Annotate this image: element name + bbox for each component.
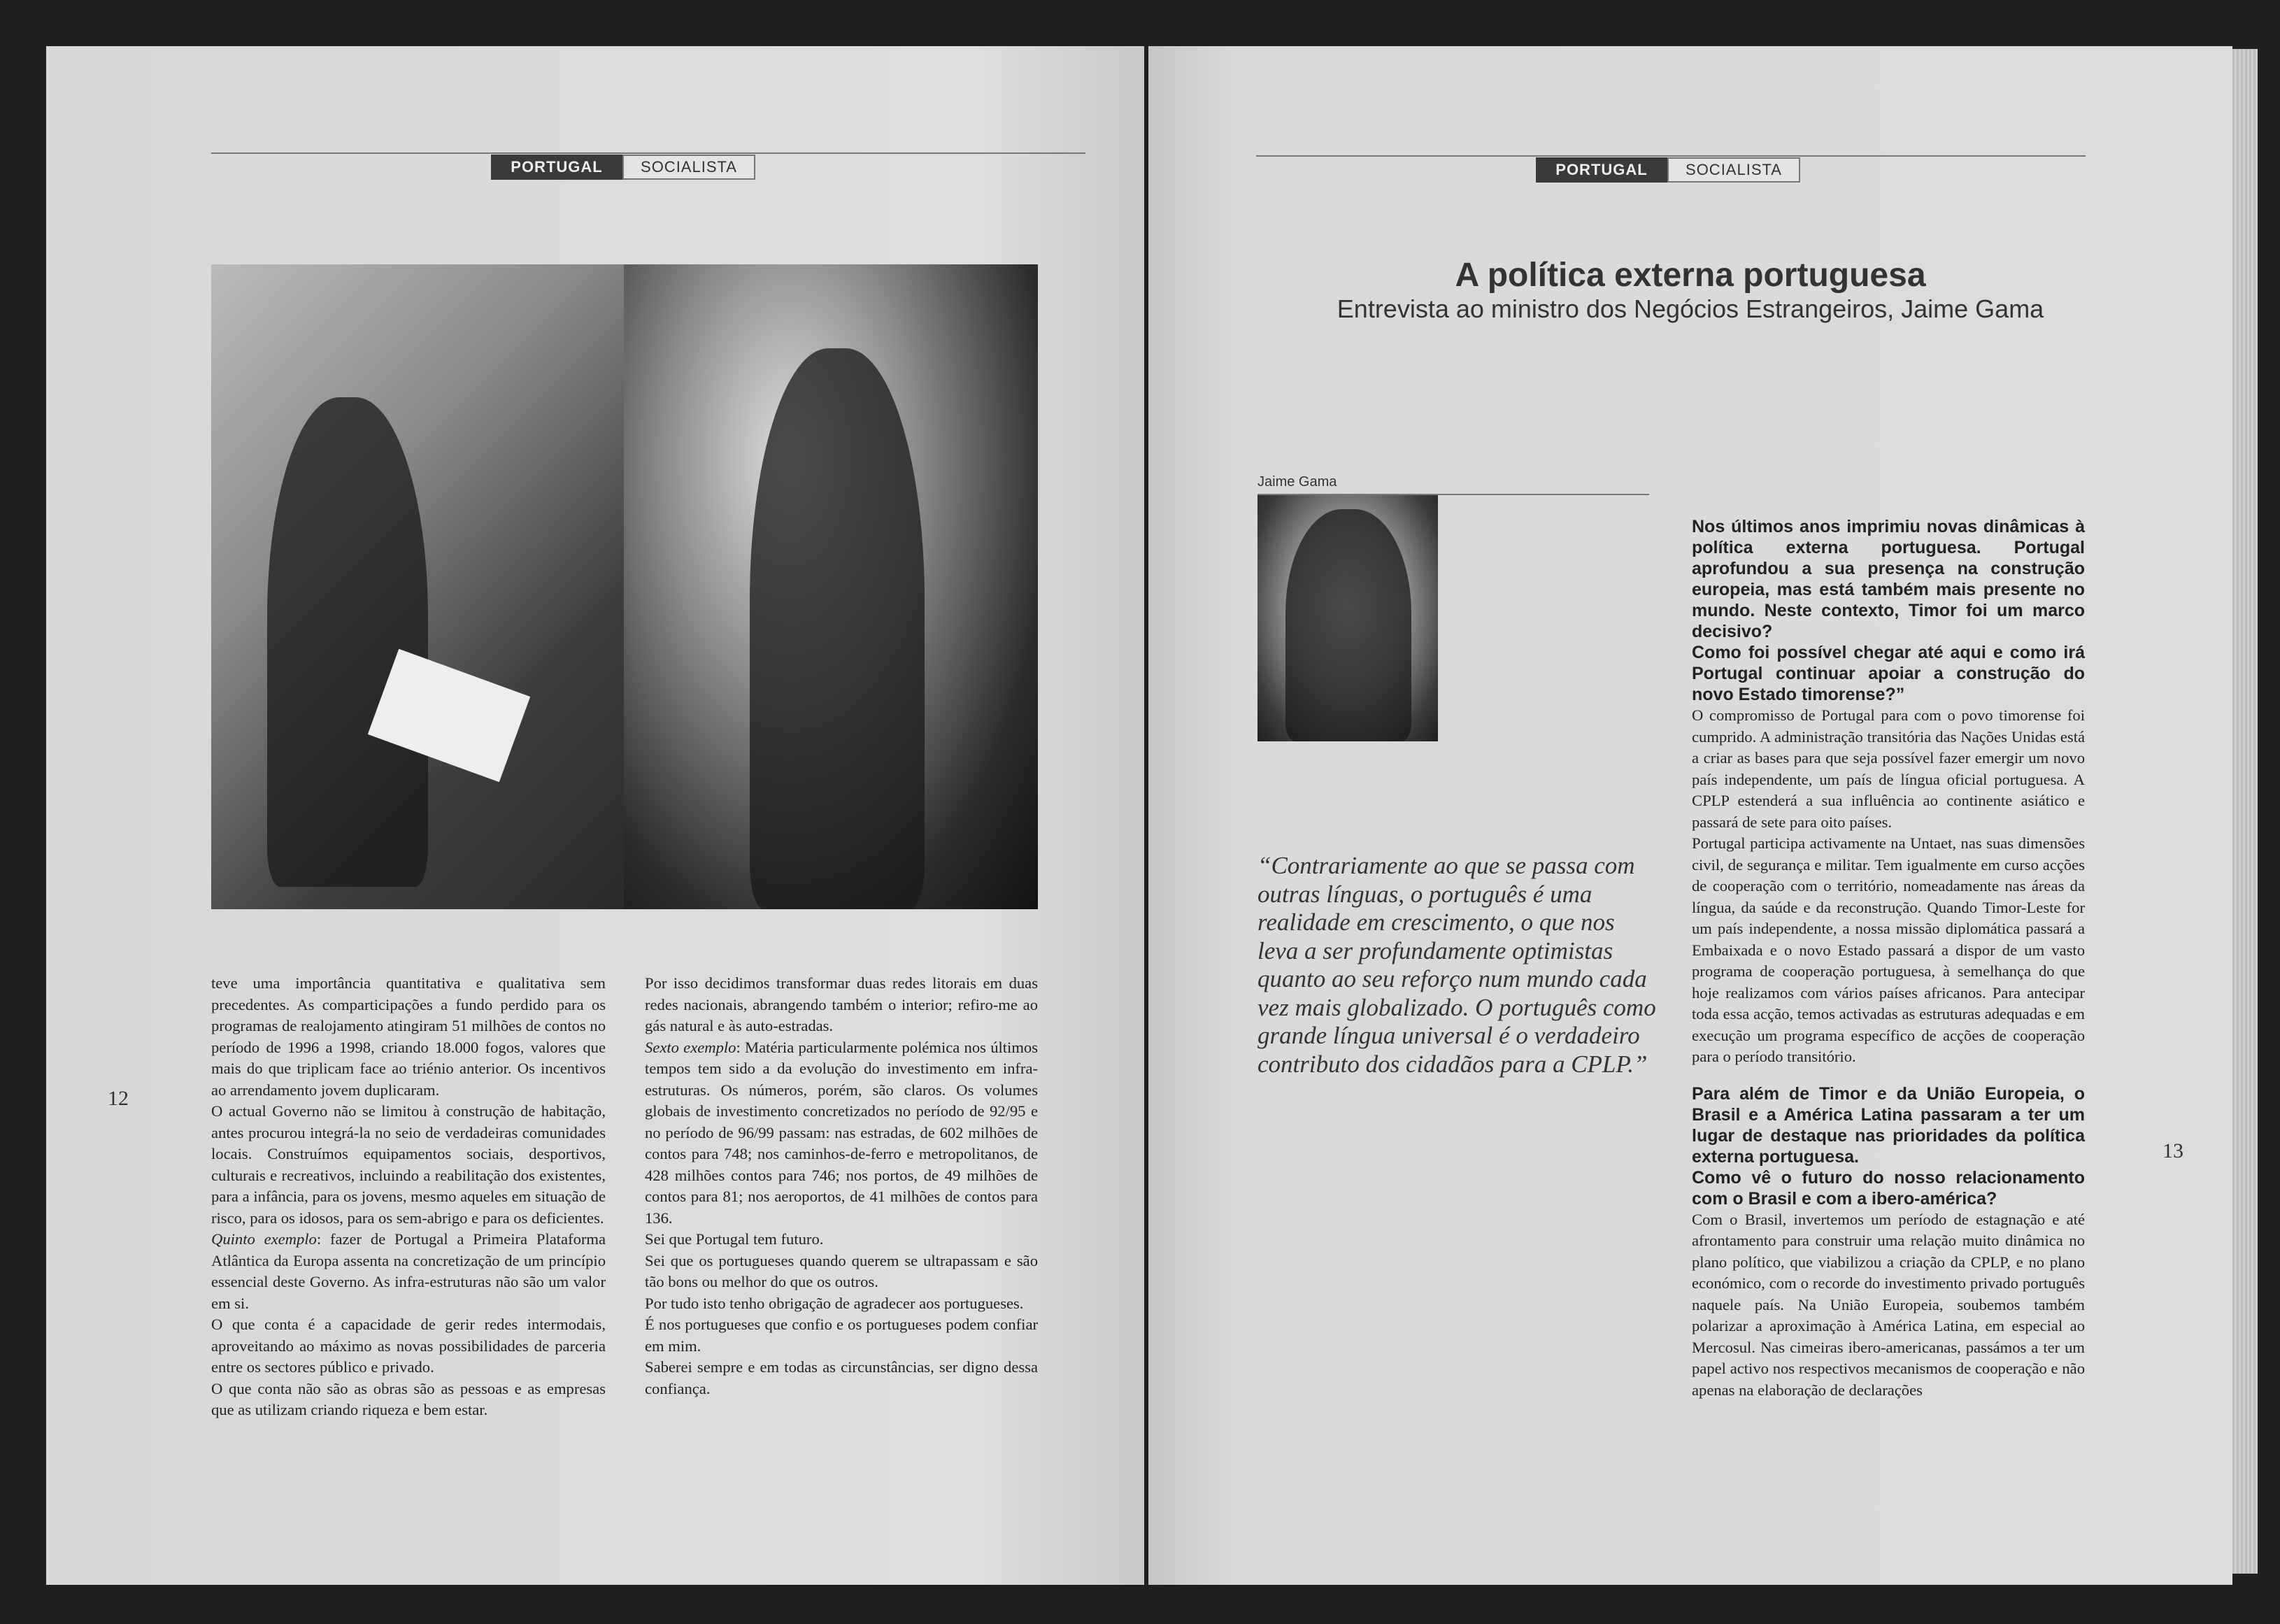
section-tag-portugal: PORTUGAL (1536, 157, 1667, 183)
page-number: 13 (2163, 1139, 2183, 1162)
paragraph: teve uma importância quantitativa e qualitativa sem precedentes. As comparticipações a fundo perdido para os programas de realojamento atingiram 51 milhões de contos no período de 1996 a 1998, criando 18.000 fogos, valores que mais do que triplicam face ao triénio anterior. Os incentivos ao arrendamento jovem duplicaram. (211, 974, 606, 1099)
right-page (1148, 46, 2232, 1585)
example-text: : Matéria particularmente polémica nos últimos tempos tem sido a da evolução do investimento em infra-estruturas. Os números, porém, são claros. Os volumes globais de investimento concretizados no período de 92/95 e no período de 96/99 passam: nas estradas, de 602 milhões de contos para 748; nos caminhos-de-ferro e metropolitanos, de 428 milhões contos para 746; nos portos, de 49 milhões de contos para 81; nos aeroportos, de 41 milhões de contos para 136. (645, 1038, 1038, 1227)
photo-campaign-rally (624, 264, 1038, 909)
paragraph: Sei que Portugal tem futuro. (645, 1230, 824, 1248)
paragraph: Por tudo isto tenho obrigação de agradecer aos portugueses. (645, 1294, 1024, 1312)
paragraph (211, 1229, 606, 1314)
left-page (46, 46, 1144, 1585)
article-title: A política externa portuguesa (1455, 257, 1926, 294)
question: Como foi possível chegar até aqui e como irá Portugal continuar apoiar a construção do novo Estado timorense?” (1692, 643, 2085, 704)
header-rule (1256, 155, 2086, 157)
paragraph: É nos portugueses que confio e os portugueses podem confiar em mim. (645, 1316, 1038, 1355)
page-stack-edge (2232, 49, 2258, 1574)
photo-housing-visit (211, 264, 624, 909)
paragraph: O que conta não são as obras são as pessoas e as empresas que as utilizam criando riqueza e bem estar. (211, 1379, 606, 1418)
paragraph: Por isso decidimos transformar duas redes litorais em duas redes nacionais, abrangendo também o interior; refiro-me ao gás natural e às auto-estradas. (645, 974, 1038, 1034)
section-tag-socialista: SOCIALISTA (622, 155, 755, 180)
photo-caption: Jaime Gama (1257, 474, 1337, 490)
example-label: Quinto exemplo (211, 1230, 317, 1248)
paragraph: Sei que os portugueses quando querem se ultrapassam e são tão bons ou melhor do que os outros. (645, 1251, 1038, 1290)
paragraph: O actual Governo não se limitou à construção de habitação, antes procurou integrá-la no seio de verdadeiras comunidades locais. Construímos equipamentos sociais, desportivos, culturais e recreativos, incluindo a reabilitação dos existentes, para a infância, para os jovens, mesmo aqueles em situação de risco, para os idosos, para os sem-abrigo e para os deficientes. (211, 1102, 606, 1227)
paragraph: Saberei sempre e em todas as circunstâncias, ser digno dessa confiança. (645, 1358, 1038, 1397)
section-tag-portugal: PORTUGAL (491, 155, 622, 180)
answer: Com o Brasil, invertemos um período de estagnação e até afrontamento para construir uma relação muito dinâmica no plano político, que viabilizou a criação da CPLP, e no plano económico, com o recorde do investimento privado português naquele país. Na União Europeia, soubemos também polarizar a aproximação à América Latina, em especial ao Mercosul. Nas cimeiras ibero-americanas, passámos a ter um papel activo nos respectivos mecanismos de cooperação e não apenas na elaboração de declarações (1692, 1210, 2085, 1399)
photo-figure (267, 397, 428, 887)
paragraph: O que conta é a capacidade de gerir redes intermodais, aproveitando ao máximo as novas possibilidades de parceria entre os sectores público e privado. (211, 1316, 606, 1376)
section-tag (1536, 157, 1800, 183)
section-tag-socialista: SOCIALISTA (1667, 157, 1800, 183)
left-column-1 (211, 973, 606, 1421)
header-rule (211, 152, 1085, 154)
paragraph (645, 1037, 1038, 1230)
question: Como vê o futuro do nosso relacionamento com o Brasil e com a ibero-américa? (1692, 1167, 2085, 1209)
left-column-2 (645, 973, 1038, 1399)
question: Para além de Timor e da União Europeia, o Brasil e a América Latina passaram a ter um lugar de destaque nas prioridades da política externa portuguesa. (1692, 1083, 2085, 1167)
answer: O compromisso de Portugal para com o povo timorense foi cumprido. A administração transitória das Nações Unidas está a criar as bases para que seja possível fazer emergir um novo país independente, um país de língua oficial portuguesa. A CPLP estenderá a sua influência ao continente asiático e passará de sete para oito países. (1692, 706, 2085, 831)
interview-column (1692, 516, 2085, 1401)
photo-figure (750, 348, 925, 909)
portrait-photo (1257, 495, 1438, 741)
photo-figure (1285, 509, 1411, 741)
pull-quote: “Contrariamente ao que se passa com outras línguas, o português é uma realidade em crescimento, o que nos leva a ser profundamente optimistas quanto ao seu reforço num mundo cada vez mais globalizado. O português como grande língua universal é o verdadeiro contributo dos cidadãos para a CPLP.” (1257, 852, 1656, 1078)
example-text: : fazer de Portugal a Primeira Plataforma Atlântica da Europa assenta na concretização de um princípio essencial deste Governo. As infra-estruturas não são um valor em si. (211, 1230, 606, 1312)
section-tag (491, 155, 755, 180)
question: Nos últimos anos imprimiu novas dinâmicas à política externa portuguesa. Portugal aprofundou a sua presença na construção europeia, mas está também mais presente no mundo. Neste contexto, Timor foi um marco decisivo? (1692, 517, 2085, 641)
example-label: Sexto exemplo (645, 1038, 736, 1056)
page-number: 12 (108, 1087, 129, 1110)
answer: Portugal participa activamente na Untaet, nas suas dimensões civil, de segurança e militar. Tem igualmente em curso acções de cooperação com o território, nomeadamente nas áreas da língua, da saúde e da reconstrução. Quando Timor-Leste for um país independente, a nossa missão diplomática passará a Embaixada e o novo Estado passará a dispor de um vasto programa de cooperação portuguesa, à semelhança do que hoje realizamos com vários países africanos. Para antecipar toda essa acção, temos activadas as estruturas adequadas e em execução um programa específico de acções de cooperação para o período transitório. (1692, 834, 2085, 1065)
article-subtitle: Entrevista ao ministro dos Negócios Estrangeiros, Jaime Gama (1337, 294, 2044, 323)
